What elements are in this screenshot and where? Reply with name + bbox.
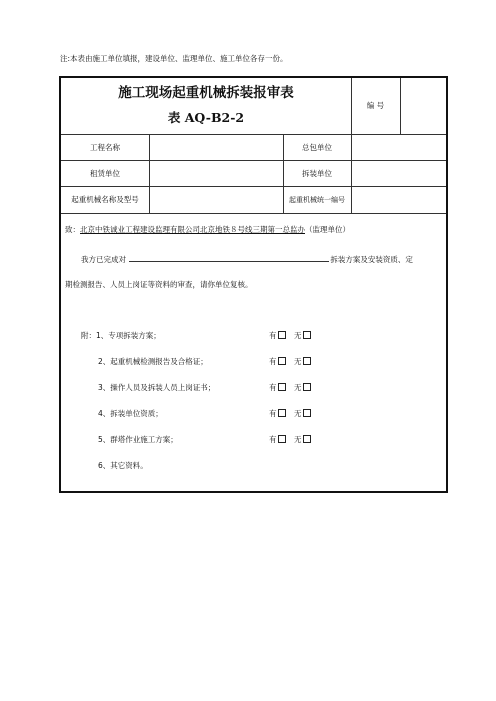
form-title: 施工现场起重机械拆装报审表 [118, 85, 294, 101]
yes-checkbox[interactable] [278, 383, 286, 391]
no-checkbox[interactable] [303, 331, 311, 339]
paragraph-line-1 [81, 253, 413, 265]
yes-option[interactable]: 有 [269, 434, 286, 446]
attachment-row-3 [81, 382, 446, 394]
yes-option[interactable]: 有 [269, 382, 286, 394]
yes-option[interactable]: 有 [269, 356, 286, 368]
form-code: 表 AQ-B2-2 [167, 110, 245, 125]
attachment-label: 2、起重机械检测报告及合格证； [98, 357, 208, 366]
attachment-row-6 [81, 460, 446, 472]
approval-form [59, 76, 448, 493]
yes-option[interactable]: 有 [269, 408, 286, 420]
machine-name-label: 起重机械名称及型号 [71, 195, 139, 204]
project-name-field[interactable] [150, 135, 283, 160]
divider [61, 213, 446, 214]
no-option[interactable]: 无 [294, 434, 311, 446]
yes-checkbox[interactable] [278, 435, 286, 443]
no-option[interactable]: 无 [294, 408, 311, 420]
attachment-label: 4、拆装单位资质； [98, 409, 163, 418]
general-contractor-label: 总包单位 [302, 143, 332, 152]
no-checkbox[interactable] [303, 435, 311, 443]
form-note: 注:本表由施工单位填报，建设单位、监理单位、施工单位各存一份。 [60, 54, 288, 63]
no-checkbox[interactable] [303, 409, 311, 417]
general-contractor-field[interactable] [352, 135, 448, 160]
to-suffix: （监理单位） [305, 225, 350, 234]
number-field[interactable] [401, 78, 448, 134]
attachment-label: 附：1、专项拆装方案； [81, 331, 161, 340]
attachment-label: 6、其它资料。 [98, 461, 148, 470]
para-mid: 拆装方案及安装资质、定 [330, 255, 413, 264]
yes-checkbox[interactable] [278, 357, 286, 365]
paragraph-line-2: 期检测报告、人员上岗证等资料的审查，请你单位复核。 [65, 280, 253, 289]
no-option[interactable]: 无 [294, 382, 311, 394]
attachment-row-1 [81, 330, 446, 342]
installer-label: 拆装单位 [302, 169, 332, 178]
yes-option[interactable]: 有 [269, 330, 286, 342]
number-label: 编 号 [366, 101, 385, 110]
attachment-row-5 [81, 434, 446, 446]
machine-id-field[interactable] [352, 187, 448, 213]
attachment-label: 3、操作人员及拆装人员上岗证书； [98, 383, 216, 392]
project-name-label: 工程名称 [90, 143, 120, 152]
para-start: 我方已完成对 [81, 255, 126, 264]
no-checkbox[interactable] [303, 383, 311, 391]
recipient-name: 北京中铁诚业工程建设监理有限公司北京地铁８号线三期第一总监办 [80, 225, 305, 234]
attachment-row-2 [81, 356, 446, 368]
attachment-row-4 [81, 408, 446, 420]
yes-checkbox[interactable] [278, 409, 286, 417]
no-option[interactable]: 无 [294, 356, 311, 368]
to-prefix: 致： [65, 225, 80, 234]
no-checkbox[interactable] [303, 357, 311, 365]
rental-unit-field[interactable] [150, 161, 283, 186]
rental-unit-label: 租赁单位 [90, 169, 120, 178]
yes-checkbox[interactable] [278, 331, 286, 339]
machine-id-label: 起重机械统一编号 [289, 196, 345, 204]
no-option[interactable]: 无 [294, 330, 311, 342]
blank-field[interactable] [129, 253, 329, 262]
attachment-label: 5、群塔作业施工方案； [98, 435, 178, 444]
recipient-line [65, 225, 350, 235]
installer-field[interactable] [352, 161, 448, 186]
machine-name-field[interactable] [150, 187, 283, 213]
